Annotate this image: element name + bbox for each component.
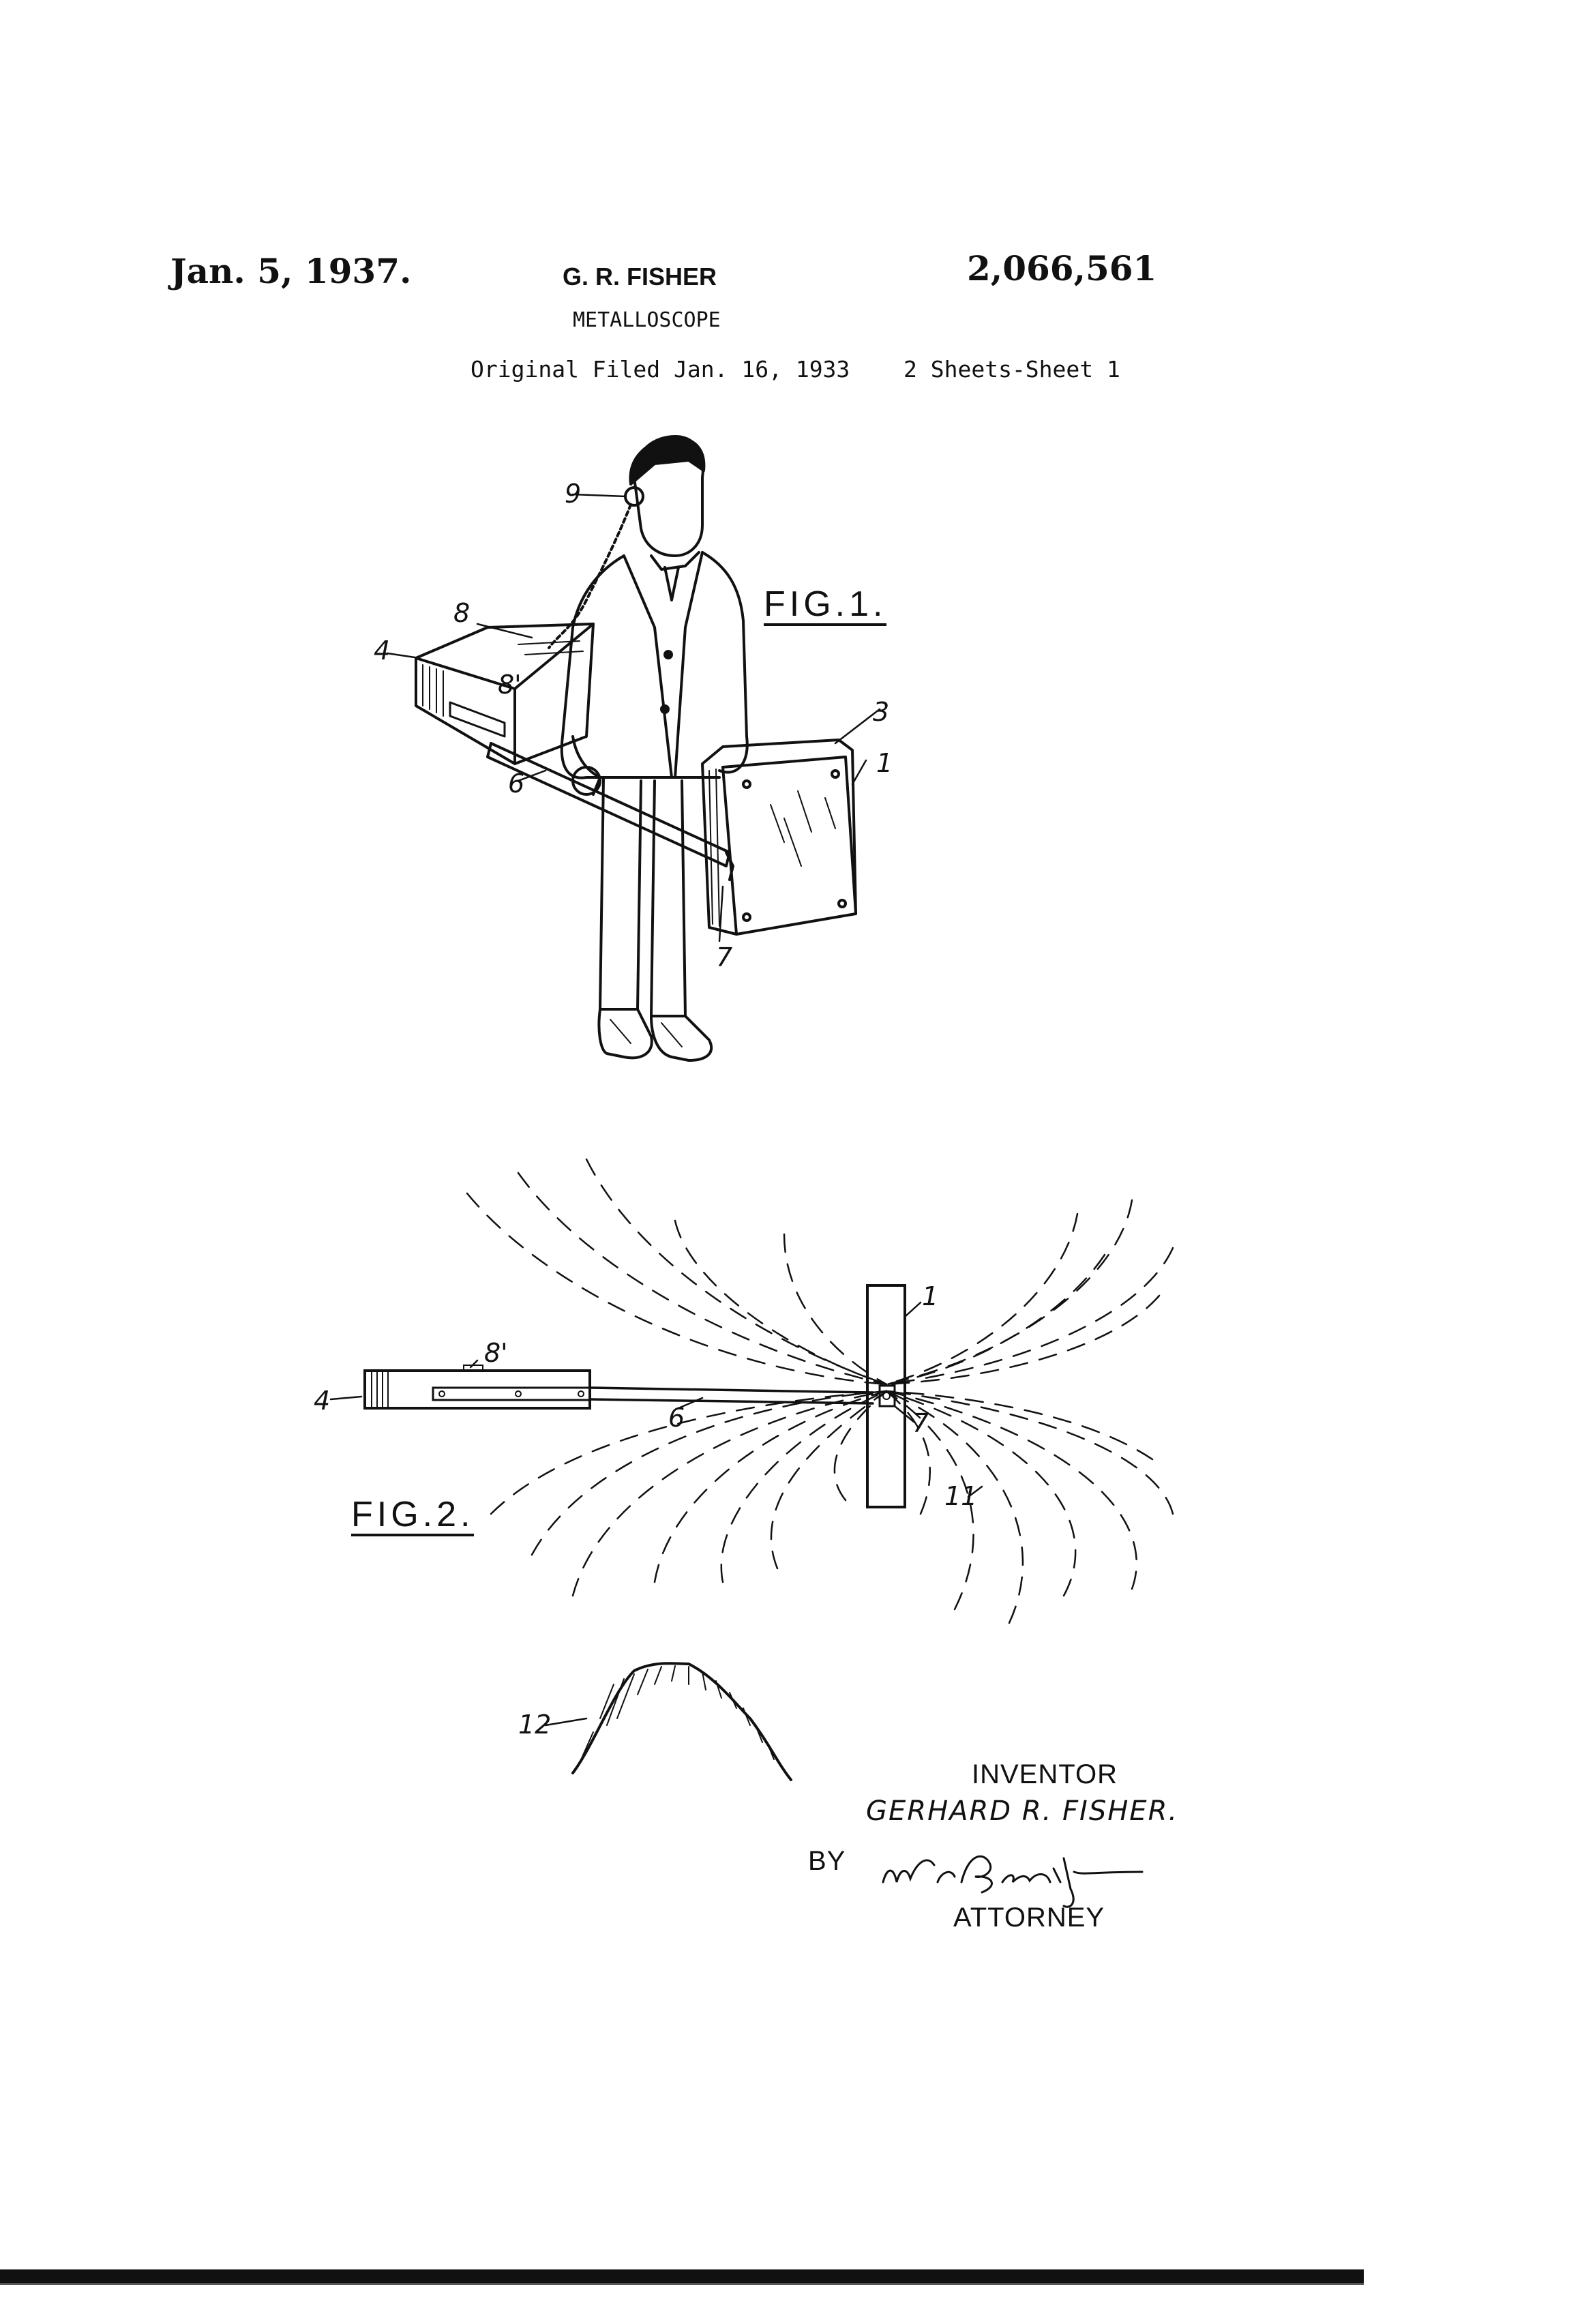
inventor-full-name: GERHARD R. FISHER.	[866, 1796, 1179, 1827]
ref-6-fig1: 6	[508, 769, 525, 799]
sheet-info: 2 Sheets-Sheet 1	[904, 356, 1120, 383]
ref-3-fig1: 3	[873, 697, 890, 727]
ref-6-fig2: 6	[668, 1403, 685, 1433]
ref-7-fig2: 7	[912, 1408, 929, 1438]
ref-8prime-fig2: 8'	[484, 1338, 508, 1368]
ref-1-fig2: 1	[922, 1281, 939, 1311]
fig1-label: FIG.1.	[764, 586, 886, 626]
patent-title: METALLOSCOPE	[573, 308, 721, 332]
by-label: BY	[808, 1846, 846, 1876]
ref-9-headphones: 9	[565, 479, 582, 509]
ref-7-fig1: 7	[716, 942, 733, 972]
bottom-border-bar	[0, 2269, 1364, 2284]
inventor-heading: INVENTOR	[972, 1759, 1118, 1789]
patent-date: Jan. 5, 1937.	[170, 251, 412, 291]
attorney-heading: ATTORNEY	[953, 1903, 1105, 1933]
ref-1-fig1: 1	[876, 748, 893, 778]
patent-number: 2,066,561	[967, 248, 1157, 288]
filing-info: Original Filed Jan. 16, 1933	[471, 356, 850, 383]
inventor-short-name: G. R. FISHER	[563, 263, 717, 290]
ref-4-fig1: 4	[374, 636, 391, 666]
ref-8-fig1: 8	[453, 598, 471, 628]
ref-11-field: 11	[944, 1481, 978, 1511]
ref-12-metal: 12	[518, 1710, 552, 1740]
ref-4-fig2: 4	[314, 1386, 331, 1416]
fig2-label: FIG.2.	[351, 1497, 474, 1536]
bottom-border-line	[0, 2283, 1364, 2285]
ref-8prime-fig1: 8'	[498, 670, 522, 700]
